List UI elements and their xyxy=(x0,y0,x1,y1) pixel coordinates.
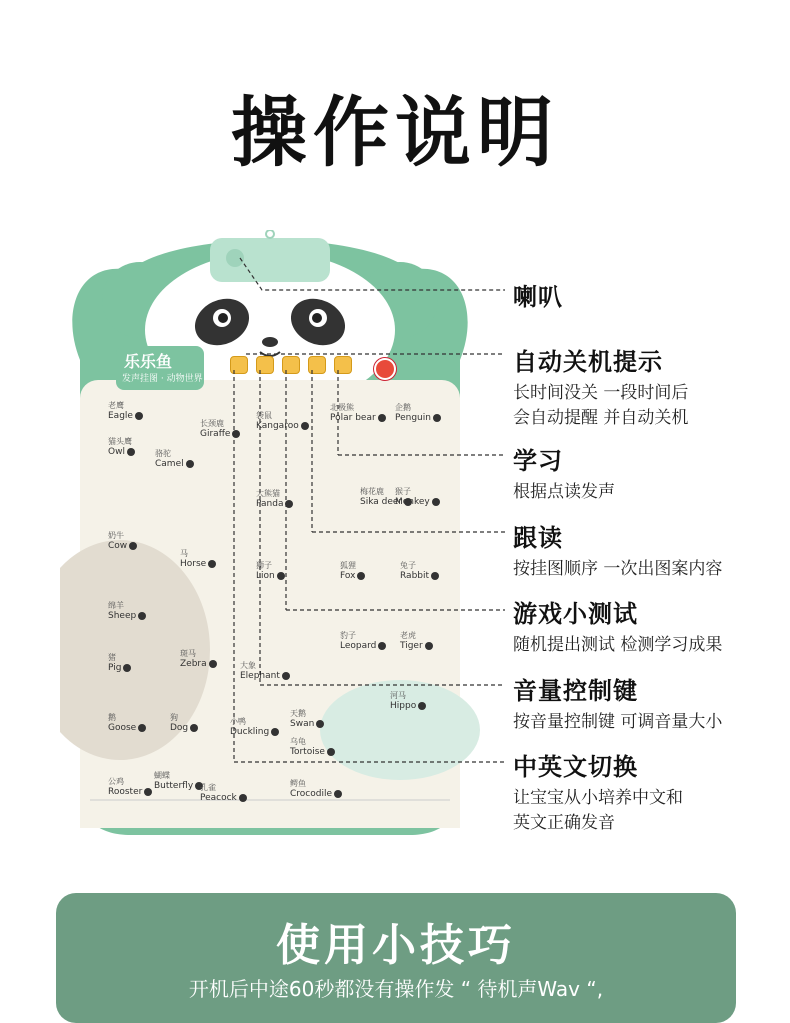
animal-name-en: Rooster xyxy=(108,787,152,798)
animal-name-zh: 老鹰 xyxy=(108,401,124,410)
animal-name-zh: 奶牛 xyxy=(108,531,124,540)
animal-name-en: Owl xyxy=(108,447,135,458)
animal-name-zh: 狮子 xyxy=(256,561,272,570)
mode-button-5[interactable] xyxy=(334,356,352,374)
animal-label-swan[interactable] xyxy=(290,708,324,730)
callout-line: 随机提出测试 检测学习成果 xyxy=(513,635,723,655)
animal-label-lion[interactable] xyxy=(256,560,285,582)
animal-name-en: Pig xyxy=(108,663,131,674)
speaker-icon[interactable] xyxy=(138,612,146,620)
animal-label-sheep[interactable] xyxy=(108,600,146,622)
animal-label-zebra[interactable] xyxy=(180,648,217,670)
brand-tagline: 发声挂图 · 动物世界 xyxy=(122,374,203,384)
speaker-icon[interactable] xyxy=(432,498,440,506)
animal-name-zh: 北极熊 xyxy=(330,403,354,412)
animal-name-en: Tiger xyxy=(400,641,433,652)
animal-label-dog[interactable] xyxy=(170,712,198,734)
page-title: 操作说明 xyxy=(231,88,559,177)
animal-name-en: Swan xyxy=(290,719,324,730)
animal-name-en: Horse xyxy=(180,559,216,570)
animal-label-owl[interactable] xyxy=(108,436,135,458)
animal-label-camel[interactable] xyxy=(155,448,194,470)
animal-name-en: Goose xyxy=(108,723,146,734)
animal-name-zh: 天鹅 xyxy=(290,709,306,718)
animal-name-en: Monkey xyxy=(395,497,440,508)
animal-label-duckling[interactable] xyxy=(230,716,279,738)
animal-label-hippo[interactable] xyxy=(390,690,426,712)
callout-heading: 喇叭 xyxy=(513,283,563,311)
speaker-icon[interactable] xyxy=(357,572,365,580)
animal-name-en: Giraffe xyxy=(200,429,240,440)
speaker-icon[interactable] xyxy=(186,460,194,468)
animal-name-en: Polar bear xyxy=(330,413,386,424)
animal-name-en: Tortoise xyxy=(290,747,335,758)
animal-name-en: Sika deer xyxy=(360,497,412,508)
animal-name-en: Cow xyxy=(108,541,137,552)
callout-line: 英文正确发音 xyxy=(513,813,615,833)
tips-text: 开机后中途60秒都没有操作发 “ 待机声Wav “, xyxy=(188,977,604,1001)
animal-label-giraffe[interactable] xyxy=(200,418,240,440)
speaker-icon[interactable] xyxy=(123,664,131,672)
speaker-icon[interactable] xyxy=(208,560,216,568)
animal-label-penguin[interactable] xyxy=(395,402,441,424)
animal-name-zh: 骆驼 xyxy=(155,449,171,458)
animal-name-zh: 长颈鹿 xyxy=(200,419,224,428)
animal-name-zh: 猪 xyxy=(108,653,116,662)
animal-name-zh: 鳄鱼 xyxy=(290,779,306,788)
speaker-icon[interactable] xyxy=(144,788,152,796)
animal-name-zh: 鹅 xyxy=(108,713,116,722)
callout-follow-read xyxy=(513,518,722,582)
animal-name-en: Camel xyxy=(155,459,194,470)
speaker-icon[interactable] xyxy=(301,422,309,430)
callout-auto-off xyxy=(513,342,688,431)
callout-line: 长时间没关 一段时间后 xyxy=(513,383,689,403)
speaker-icon[interactable] xyxy=(127,448,135,456)
callout-quiz xyxy=(513,594,722,658)
animal-label-horse[interactable] xyxy=(180,548,216,570)
animal-name-zh: 小鸭 xyxy=(230,717,246,726)
speaker-icon[interactable] xyxy=(433,414,441,422)
animal-label-peacock[interactable] xyxy=(200,782,247,804)
speaker-icon[interactable] xyxy=(285,500,293,508)
animal-name-en: Dog xyxy=(170,723,198,734)
animal-name-zh: 猴子 xyxy=(395,487,411,496)
animal-name-zh: 蝴蝶 xyxy=(154,771,170,780)
animal-label-kangaroo[interactable] xyxy=(256,410,309,432)
speaker-icon[interactable] xyxy=(277,572,285,580)
speaker-icon[interactable] xyxy=(334,790,342,798)
speaker-icon[interactable] xyxy=(209,660,217,668)
speaker-icon[interactable] xyxy=(425,642,433,650)
animal-name-zh: 老虎 xyxy=(400,631,416,640)
animal-label-tortoise[interactable] xyxy=(290,736,335,758)
speaker-icon[interactable] xyxy=(418,702,426,710)
animal-label-monkey[interactable] xyxy=(395,486,440,508)
speaker-icon[interactable] xyxy=(378,414,386,422)
animal-name-en: Lion xyxy=(256,571,285,582)
animal-name-en: Penguin xyxy=(395,413,441,424)
speaker-icon[interactable] xyxy=(239,794,247,802)
speaker-icon[interactable] xyxy=(138,724,146,732)
animal-name-zh: 乌龟 xyxy=(290,737,306,746)
animal-label-rooster[interactable] xyxy=(108,776,152,798)
animal-label-leopard[interactable] xyxy=(340,630,386,652)
brand-name: 乐乐鱼 xyxy=(124,352,173,371)
animal-name-zh: 河马 xyxy=(390,691,406,700)
tips-title: 使用小技巧 xyxy=(276,920,516,971)
animal-name-zh: 大熊猫 xyxy=(256,489,280,498)
callout-heading: 音量控制键 xyxy=(513,677,638,705)
mode-button-3[interactable] xyxy=(282,356,300,374)
animal-label-panda[interactable] xyxy=(256,488,293,510)
animal-label-goose[interactable] xyxy=(108,712,146,734)
power-button[interactable] xyxy=(374,358,396,380)
callout-heading: 中英文切换 xyxy=(513,753,638,781)
animal-label-fox[interactable] xyxy=(340,560,365,582)
animal-name-zh: 企鹅 xyxy=(395,403,411,412)
callout-heading: 自动关机提示 xyxy=(513,348,663,376)
brand-badge xyxy=(116,346,204,390)
animal-name-zh: 绵羊 xyxy=(108,601,124,610)
callout-language-switch xyxy=(513,747,683,836)
speaker-icon[interactable] xyxy=(431,572,439,580)
callout-line: 根据点读发声 xyxy=(513,482,615,502)
animal-name-zh: 大象 xyxy=(240,661,256,670)
animal-name-en: Crocodile xyxy=(290,789,342,800)
speaker-icon[interactable] xyxy=(327,748,335,756)
animal-name-en: Rabbit xyxy=(400,571,439,582)
callout-line: 按挂图顺序 一次出图案内容 xyxy=(513,559,723,579)
callout-line: 按音量控制键 可调音量大小 xyxy=(513,712,723,732)
animal-name-zh: 袋鼠 xyxy=(256,411,272,420)
callout-heading: 跟读 xyxy=(513,524,563,552)
animal-name-en: Peacock xyxy=(200,793,247,804)
animal-name-en: Zebra xyxy=(180,659,217,670)
callout-heading: 游戏小测试 xyxy=(513,600,638,628)
animal-name-zh: 豹子 xyxy=(340,631,356,640)
speaker-icon[interactable] xyxy=(232,430,240,438)
wall-chart-poster xyxy=(60,230,480,840)
callout-learn xyxy=(513,441,615,505)
speaker-icon[interactable] xyxy=(282,672,290,680)
animal-name-en: Panda xyxy=(256,499,293,510)
callout-line: 会自动提醒 并自动关机 xyxy=(513,408,689,428)
callout-heading: 学习 xyxy=(513,447,563,475)
animal-name-zh: 猫头鹰 xyxy=(108,437,132,446)
animal-name-en: Duckling xyxy=(230,727,279,738)
animal-label-elephant[interactable] xyxy=(240,660,290,682)
speaker-icon[interactable] xyxy=(190,724,198,732)
speaker-icon[interactable] xyxy=(378,642,386,650)
animal-name-zh: 狗 xyxy=(170,713,178,722)
animal-label-eagle[interactable] xyxy=(108,400,143,422)
animal-label-tiger[interactable] xyxy=(400,630,433,652)
callout-line: 让宝宝从小培养中文和 xyxy=(513,788,683,808)
callout-speaker xyxy=(513,277,563,312)
animal-name-en: Butterfly xyxy=(154,781,203,792)
animal-label-rabbit[interactable] xyxy=(400,560,439,582)
animal-name-zh: 斑马 xyxy=(180,649,196,658)
speaker-icon[interactable] xyxy=(316,720,324,728)
animal-name-zh: 公鸡 xyxy=(108,777,124,786)
animal-name-zh: 马 xyxy=(180,549,188,558)
speaker-icon[interactable] xyxy=(271,728,279,736)
animal-name-en: Fox xyxy=(340,571,365,582)
animal-name-en: Hippo xyxy=(390,701,426,712)
animal-label-crocodile[interactable] xyxy=(290,778,342,800)
animal-name-en: Eagle xyxy=(108,411,143,422)
animal-label-cow[interactable] xyxy=(108,530,137,552)
mode-button-2[interactable] xyxy=(256,356,274,374)
animal-name-zh: 梅花鹿 xyxy=(360,487,384,496)
mode-button-4[interactable] xyxy=(308,356,326,374)
animal-name-en: Leopard xyxy=(340,641,386,652)
animal-name-zh: 兔子 xyxy=(400,561,416,570)
animal-label-butterfly[interactable] xyxy=(154,770,203,792)
animal-label-polar-bear[interactable] xyxy=(330,402,386,424)
mode-button-1[interactable] xyxy=(230,356,248,374)
animal-name-zh: 狐狸 xyxy=(340,561,356,570)
callout-volume xyxy=(513,671,722,735)
speaker-icon[interactable] xyxy=(135,412,143,420)
animal-name-zh: 孔雀 xyxy=(200,783,216,792)
animal-name-en: Sheep xyxy=(108,611,146,622)
animal-name-en: Elephant xyxy=(240,671,290,682)
speaker-icon[interactable] xyxy=(129,542,137,550)
tips-panel xyxy=(56,893,736,1023)
animal-name-en: Kangaroo xyxy=(256,421,309,432)
animal-label-pig[interactable] xyxy=(108,652,131,674)
